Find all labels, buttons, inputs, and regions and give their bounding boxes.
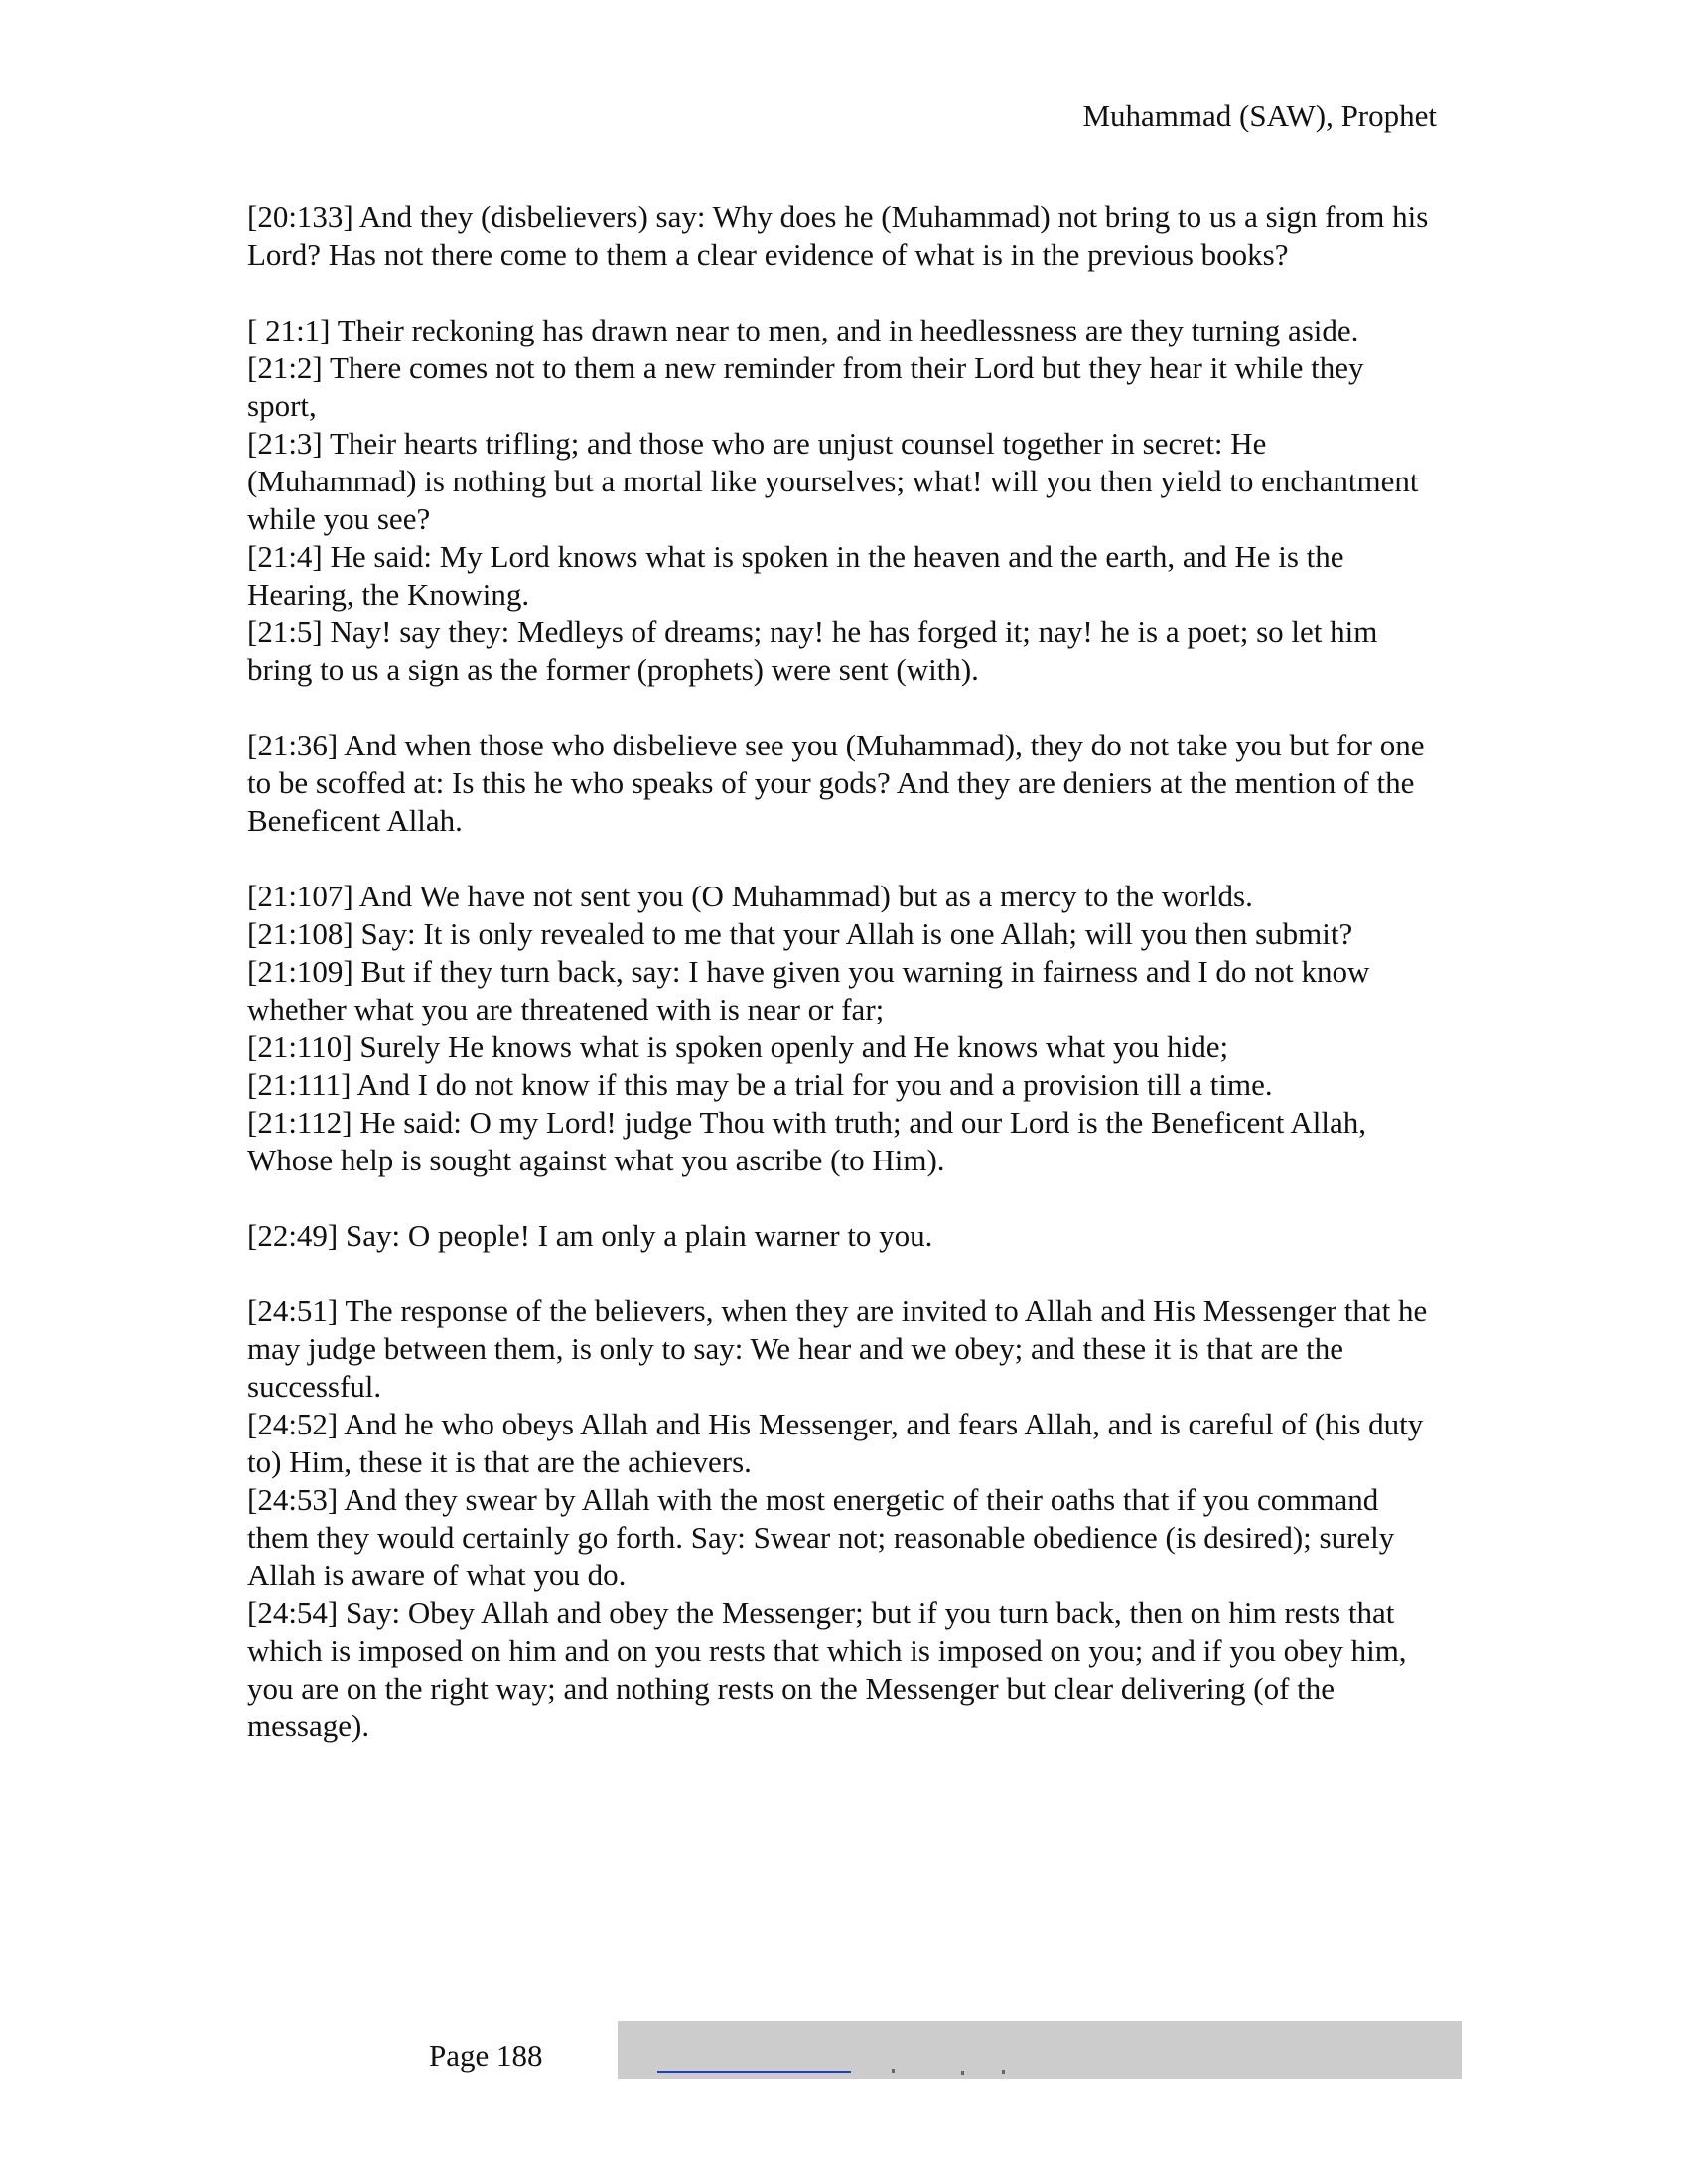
verse-20-133: [20:133] And they (disbelievers) say: Why does he (Muhammad) not bring to us a sign from his Lord? Has not there come to them a clear evidence of what is in the previous books? xyxy=(247,200,1429,272)
verse-21-107: [21:107] And We have not sent you (O Muhammad) but as a mercy to the worlds. xyxy=(247,879,1253,913)
verse-block xyxy=(247,312,1439,689)
footer-mark xyxy=(892,2069,895,2073)
verse-21-112: [21:112] He said: O my Lord! judge Thou with truth; and our Lord is the Beneficent Allah, Whose help is sought against what you ascribe (to Him). xyxy=(247,1105,1366,1177)
footer-mark xyxy=(1002,2070,1005,2074)
footer-mark xyxy=(961,2071,964,2075)
verse-21-109: [21:109] But if they turn back, say: I have given you warning in fairness and I do not know whether what you are threatened with is near or far; xyxy=(247,954,1370,1026)
verse-block xyxy=(247,727,1439,840)
footer-link[interactable] xyxy=(657,2071,851,2073)
verse-21-36: [21:36] And when those who disbelieve see you (Muhammad), they do not take you but for one to be scoffed at: Is this he who speaks of your gods? And they are deniers at the mention of the Beneficent Allah. xyxy=(247,728,1425,838)
verse-21-2: [21:2] There comes not to them a new reminder from their Lord but they hear it while they sport, xyxy=(247,350,1364,423)
verse-24-53: [24:53] And they swear by Allah with the most energetic of their oaths that if you command them they would certainly go forth. Say: Swear not; reasonable obedience (is desired); surely Allah is aware of what you do. xyxy=(247,1482,1395,1592)
verse-block xyxy=(247,199,1439,274)
verse-21-110: [21:110] Surely He knows what is spoken openly and He knows what you hide; xyxy=(247,1029,1229,1064)
verse-content xyxy=(247,199,1439,1783)
running-header: Muhammad (SAW), Prophet xyxy=(1082,98,1437,133)
verse-21-3: [21:3] Their hearts trifling; and those who are unjust counsel together in secret: He (Muhammad) is nothing but a mortal like yourselves; what! will you then yield to enchantment while you see? xyxy=(247,426,1419,536)
verse-block xyxy=(247,1217,1439,1255)
verse-block xyxy=(247,878,1439,1179)
verse-21-1: [ 21:1] Their reckoning has drawn near to men, and in heedlessness are they turning aside. xyxy=(247,313,1359,347)
verse-21-5: [21:5] Nay! say they: Medleys of dreams; nay! he has forged it; nay! he is a poet; so let him bring to us a sign as the former (prophets) were sent (with). xyxy=(247,614,1378,687)
verse-block xyxy=(247,1293,1439,1745)
verse-21-108: [21:108] Say: It is only revealed to me that your Allah is one Allah; will you then submit? xyxy=(247,916,1353,951)
page-number: Page 188 xyxy=(429,2038,543,2073)
verse-21-111: [21:111] And I do not know if this may be a trial for you and a provision till a time. xyxy=(247,1067,1273,1102)
verse-21-4: [21:4] He said: My Lord knows what is spoken in the heaven and the earth, and He is the Hearing, the Knowing. xyxy=(247,539,1344,612)
verse-24-54: [24:54] Say: Obey Allah and obey the Messenger; but if you turn back, then on him rests that which is imposed on him and on you rests that which is imposed on you; and if you obey him, you are on the right way; and nothing rests on the Messenger but clear delivering (of the message). xyxy=(247,1595,1407,1743)
verse-22-49: [22:49] Say: O people! I am only a plain warner to you. xyxy=(247,1218,933,1253)
verse-24-51: [24:51] The response of the believers, when they are invited to Allah and His Messenger that he may judge between them, is only to say: We hear and we obey; and these it is that are the successful. xyxy=(247,1294,1428,1404)
verse-24-52: [24:52] And he who obeys Allah and His Messenger, and fears Allah, and is careful of (his duty to) Him, these it is that are the achievers. xyxy=(247,1407,1424,1479)
